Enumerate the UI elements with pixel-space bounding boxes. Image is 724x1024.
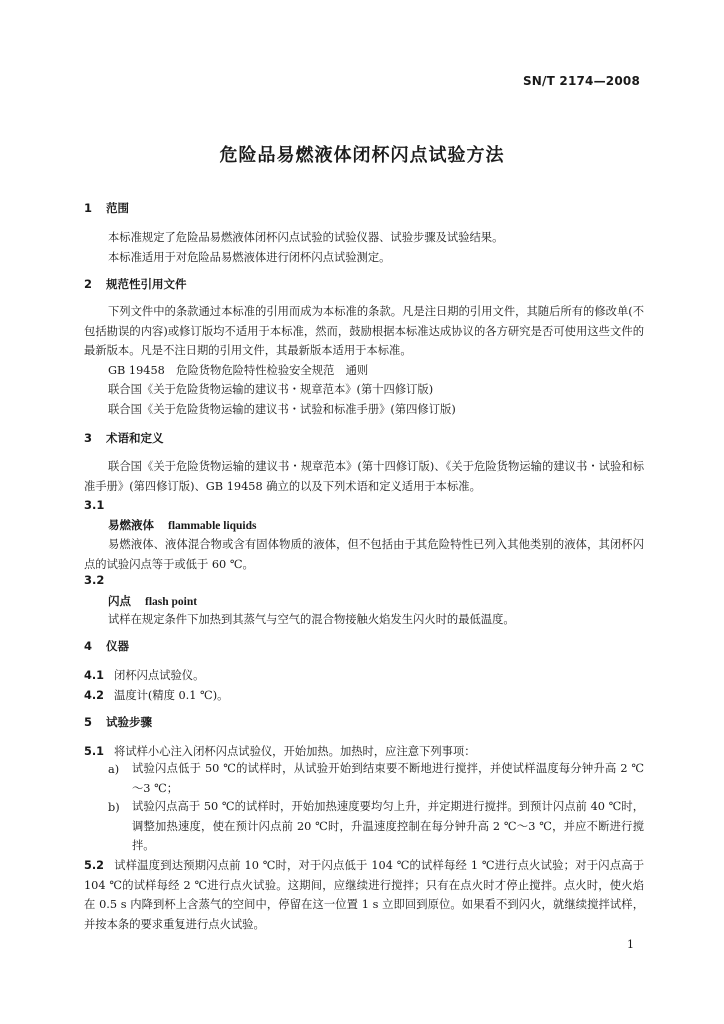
clause-5-2 — [84, 856, 644, 934]
clause-text: 温度计(精度 0.1 ℃)。 — [114, 689, 229, 702]
section-1-paragraph-1: 本标准规定了危险品易燃液体闭杯闪点试验的试验仪器、试验步骤及试验结果。 — [108, 231, 504, 244]
clause-text: 闭杯闪点试验仪。 — [114, 669, 205, 682]
list-item-a: 试验闪点低于 50 ℃的试样时，从试验开始到结束要不断地进行搅拌，并使试样温度每分钟升高 2 ℃～3 ℃； — [132, 762, 644, 795]
clause-text: 试样温度到达预期闪点前 10 ℃时，对于闪点低于 104 ℃的试样每经 1 ℃进行点火试验；对于闪点高于 104 ℃的试样每经 2 ℃进行点火试验。这期间，应继续进行搅拌；只有在点火时才停止搅拌。点火时，使火焰在 0.5 s 内降到杯上含蒸气的空间中，停留在这一位置 1 s 立即回到原位。如果看不到闪火，就继续搅拌试样，并按本条的要求重复进行点火试验。 — [84, 859, 644, 931]
reference-item: GB 19458 危险货物危险特性检验安全规范 通则 — [108, 364, 369, 377]
section-title: 仪器 — [106, 639, 129, 653]
section-3-paragraph: 联合国《关于危险货物运输的建议书・规章范本》(第十四修订版)、《关于危险货物运输的建议书・试验和标准手册》(第四修订版)、GB 19458 确立的以及下列术语和定义适用于本标准。 — [84, 460, 644, 493]
section-number: 5 — [84, 715, 93, 729]
clause-text: 将试样小心注入闭杯闪点试验仪，开始加热。加热时，应注意下列事项： — [114, 745, 476, 758]
section-2-paragraph: 下列文件中的条款通过本标准的引用而成为本标准的条款。凡是注日期的引用文件，其随后所有的修改单(不包括勘误的内容)或修订版均不适用于本标准，然而，鼓励根据本标准达成协议的各方研究是否可使用这些文件的最新版本。凡是不注日期的引用文件，其最新版本适用于本标准。 — [84, 305, 644, 357]
term-cn: 易燃液体 — [108, 518, 154, 532]
term-cn: 闪点 — [108, 594, 131, 608]
section-title: 试验步骤 — [106, 715, 152, 729]
term-1-title — [108, 517, 257, 533]
term-2-definition: 试样在规定条件下加热到其蒸气与空气的混合物接触火焰发生闪火时的最低温度。 — [108, 613, 515, 626]
instrument-item — [84, 667, 204, 683]
section-number: 3 — [84, 431, 93, 445]
section-3-heading — [84, 430, 164, 446]
list-item-b: 试验闪点高于 50 ℃的试样时，开始加热速度要均匀上升，并定期进行搅拌。到预计闪点前 40 ℃时，调整加热速度，使在预计闪点前 20 ℃时，升温速度控制在每分钟升高 2 ℃～3 ℃，并应不断进行搅拌。 — [132, 800, 644, 852]
instrument-item — [84, 687, 228, 703]
term-1-number: 3.1 — [84, 498, 105, 512]
reference-item: 联合国《关于危险货物运输的建议书・试验和标准手册》(第四修订版) — [108, 403, 456, 416]
clause-number: 4.1 — [84, 669, 105, 682]
clause-number: 5.1 — [84, 745, 105, 758]
section-1-heading — [84, 200, 129, 216]
section-2-heading — [84, 276, 187, 292]
section-title: 术语和定义 — [106, 431, 164, 445]
list-marker: b) — [108, 801, 120, 814]
section-title: 范围 — [106, 201, 129, 215]
standard-number: SN/T 2174—2008 — [522, 74, 640, 88]
section-5-heading — [84, 714, 152, 730]
term-2-number: 3.2 — [84, 573, 105, 587]
section-title: 规范性引用文件 — [106, 277, 187, 291]
clause-5-1 — [84, 743, 476, 759]
reference-item: 联合国《关于危险货物运输的建议书・规章范本》(第十四修订版) — [108, 383, 434, 396]
term-en: flammable liquids — [168, 520, 257, 532]
clause-number: 5.2 — [84, 859, 105, 872]
section-number: 1 — [84, 201, 93, 215]
section-number: 4 — [84, 639, 93, 653]
term-1-definition: 易燃液体、液体混合物或含有固体物质的液体，但不包括由于其危险特性已列入其他类别的液体，其闭杯闪点的试验闪点等于或低于 60 ℃。 — [84, 538, 644, 571]
section-1-paragraph-2: 本标准适用于对危险品易燃液体进行闭杯闪点试验测定。 — [108, 251, 391, 264]
clause-number: 4.2 — [84, 689, 105, 702]
section-number: 2 — [84, 277, 93, 291]
document-title: 危险品易燃液体闭杯闪点试验方法 — [219, 145, 505, 166]
term-en: flash point — [145, 596, 198, 608]
page-number: 1 — [627, 938, 634, 951]
term-2-title — [108, 593, 197, 609]
section-4-heading — [84, 638, 129, 654]
list-marker: a) — [108, 763, 120, 776]
